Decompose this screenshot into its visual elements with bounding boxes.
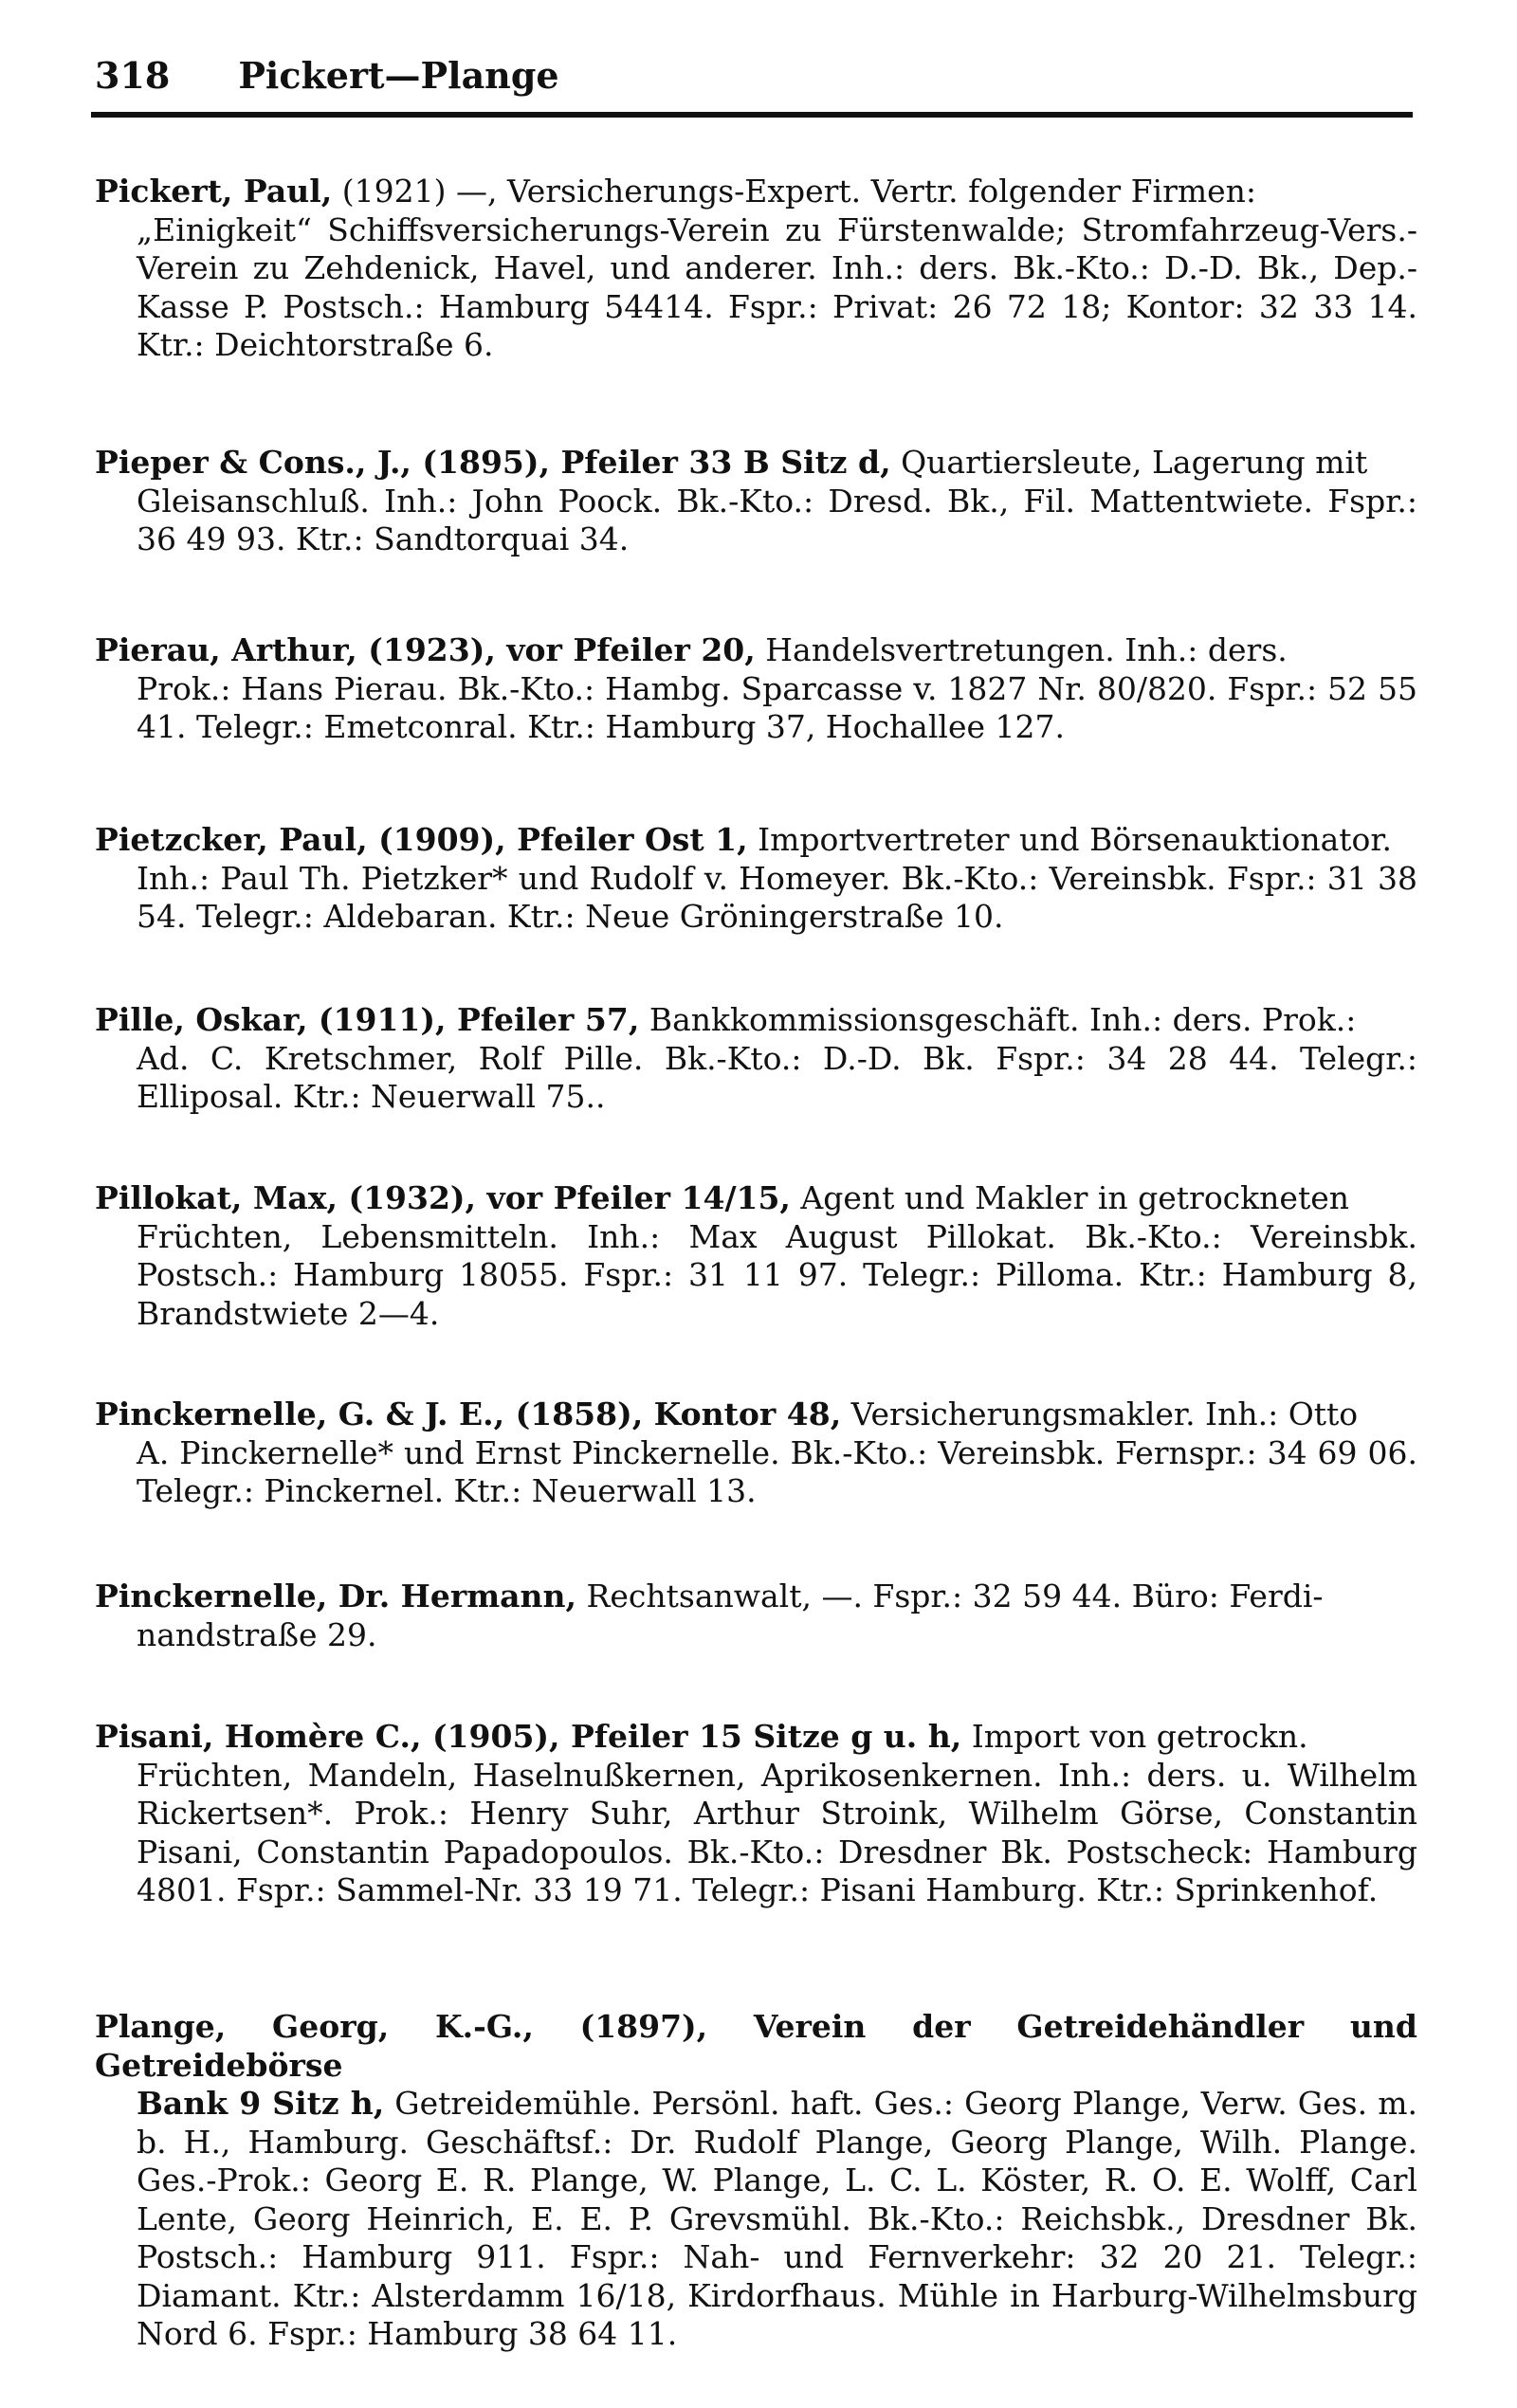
directory-entry bbox=[95, 173, 1417, 365]
entry-continuation: Ad. C. Kretschmer, Rolf Pille. Bk.-Kto.: D.-D. Bk. Fspr.: 34 28 44. Telegr.: Elliposal. Ktr.: Neuerwall 75.. bbox=[137, 1039, 1417, 1115]
entry-first-line bbox=[95, 2008, 1417, 2085]
entry-first-line-text: Import von getrockn. bbox=[961, 1718, 1308, 1755]
entry-continuation: Inh.: Paul Th. Pietzker* und Rudolf v. Homeyer. Bk.-Kto.: Vereinsbk. Fspr.: 31 38 54. Telegr.: Aldebaran. Ktr.: Neue Gröningerstraße 10. bbox=[137, 859, 1417, 935]
directory-entry bbox=[95, 1718, 1417, 1910]
entry-first-line-text: Handelsvertretungen. Inh.: ders. bbox=[755, 631, 1288, 668]
entry-first-line bbox=[95, 1179, 1417, 1218]
entry-name: Pieper & Cons., J., (1895), Pfeiler 33 B Sitz d, bbox=[95, 444, 891, 481]
directory-entry bbox=[95, 444, 1417, 559]
entry-name: Plange, Georg, K.-G., (1897), Verein der Getreidehändler und Getreidebörse bbox=[95, 2008, 1417, 2084]
entry-continuation: A. Pinckernelle* und Ernst Pinckernelle. Bk.-Kto.: Vereinsbk. Fernspr.: 34 69 06. Telegr.: Pinckernel. Ktr.: Neuerwall 13. bbox=[137, 1433, 1417, 1509]
entry-first-line-text: Rechtsanwalt, —. Fspr.: 32 59 44. Büro: Ferdi- bbox=[576, 1578, 1324, 1614]
entry-continuation: Früchten, Lebensmitteln. Inh.: Max August Pillokat. Bk.-Kto.: Vereinsbk. Postsch.: Hamburg 18055. Fspr.: 31 11 97. Telegr.: Pilloma. Ktr.: Hamburg 8, Brandstwiete 2—4. bbox=[137, 1217, 1417, 1332]
page-number: 318 bbox=[95, 54, 171, 97]
entry-name: Pickert, Paul, bbox=[95, 173, 333, 210]
entry-name: Pierau, Arthur, (1923), vor Pfeiler 20, bbox=[95, 631, 756, 668]
entry-continuation bbox=[95, 2085, 1417, 2354]
entry-name: Pietzcker, Paul, (1909), Pfeiler Ost 1, bbox=[95, 821, 748, 858]
header-rule bbox=[91, 112, 1413, 118]
running-title: Pickert—Plange bbox=[238, 54, 559, 97]
entry-first-line bbox=[95, 821, 1417, 860]
entry-name: Pinckernelle, G. & J. E., (1858), Kontor 48, bbox=[95, 1396, 842, 1432]
entry-name: Pinckernelle, Dr. Hermann, bbox=[95, 1578, 577, 1614]
entry-first-line bbox=[95, 1578, 1417, 1616]
entry-continuation: „Einigkeit“ Schiffsversicherungs-Verein zu Fürstenwalde; Stromfahrzeug-Vers.-Verein zu Zehdenick, Havel, und anderer. Inh.: ders. Bk.-Kto.: D.-D. Bk., Dep.-Kasse P. Postsch.: Hamburg 54414. Fspr.: Privat: 26 72 18; Kontor: 32 33 14. Ktr.: Deichtorstraße 6. bbox=[137, 210, 1417, 363]
entry-continuation: Prok.: Hans Pierau. Bk.-Kto.: Hambg. Sparcasse v. 1827 Nr. 80/820. Fspr.: 52 55 41. Telegr.: Emetconral. Ktr.: Hamburg 37, Hochallee 127. bbox=[137, 669, 1417, 745]
running-head bbox=[95, 55, 559, 97]
entry-first-line-text: Quartiersleute, Lagerung mit bbox=[890, 444, 1368, 481]
entry-first-line bbox=[95, 444, 1417, 483]
entry-first-line bbox=[95, 631, 1417, 670]
entry-first-line-text: (1921) —, Versicherungs-Expert. Vertr. folgender Firmen: bbox=[332, 173, 1257, 210]
directory-entry bbox=[95, 1179, 1417, 1333]
entry-continuation: nandstraße 29. bbox=[137, 1615, 377, 1653]
entry-first-line-text: Importvertreter und Börsenauktionator. bbox=[747, 821, 1393, 858]
entry-first-line bbox=[95, 173, 1417, 211]
entry-address: Bank 9 Sitz h, bbox=[137, 2085, 385, 2122]
entry-name: Pille, Oskar, (1911), Pfeiler 57, bbox=[95, 1001, 640, 1038]
directory-entry bbox=[95, 2008, 1417, 2354]
entry-first-line bbox=[95, 1718, 1417, 1757]
entry-continuation: Gleisanschluß. Inh.: John Poock. Bk.-Kto.: Dresd. Bk., Fil. Mattentwiete. Fspr.: 36 49 93. Ktr.: Sandtorquai 34. bbox=[137, 482, 1417, 557]
directory-entry bbox=[95, 821, 1417, 937]
entry-first-line bbox=[95, 1396, 1417, 1434]
entry-name: Pisani, Homère C., (1905), Pfeiler 15 Sitze g u. h, bbox=[95, 1718, 962, 1755]
entry-first-line-text: Versicherungsmakler. Inh.: Otto bbox=[841, 1396, 1359, 1432]
directory-entry bbox=[95, 631, 1417, 747]
entry-first-line bbox=[95, 1001, 1417, 1040]
directory-entry bbox=[95, 1396, 1417, 1511]
entry-first-line-text: Agent und Makler in getrockneten bbox=[790, 1179, 1349, 1216]
entry-name: Pillokat, Max, (1932), vor Pfeiler 14/15, bbox=[95, 1179, 791, 1216]
directory-entry bbox=[95, 1001, 1417, 1117]
entry-first-line-text: Bankkommissionsgeschäft. Inh.: ders. Prok.: bbox=[639, 1001, 1357, 1038]
entry-continuation-text: Getreidemühle. Persönl. haft. Ges.: Georg Plange, Verw. Ges. m. b. H., Hamburg. Geschäftsf.: Dr. Rudolf Plange, Georg Plange, Wilh. Plange. Ges.-Prok.: Georg E. R. Plange, W. Plange, L. C. L. Köster, R. O. E. Wolff, Carl Lente, Georg Heinrich, E. E. P. Grevsmühl. Bk.-Kto.: Reichsbk., Dresdner Bk. Postsch.: Hamburg 911. Fspr.: Nah- und Fernverkehr: 32 20 21. Telegr.: Diamant. Ktr.: Alsterdamm 16/18, Kirdorfhaus. Mühle in Harburg-Wilhelmsburg Nord 6. Fspr.: Hamburg 38 64 11. bbox=[137, 2085, 1417, 2352]
entry-continuation: Früchten, Mandeln, Haselnußkernen, Aprikosenkernen. Inh.: ders. u. Wilhelm Rickertsen*. Prok.: Henry Suhr, Arthur Stroink, Wilhelm Görse, Constantin Pisani, Constantin Papadopoulos. Bk.-Kto.: Dresdner Bk. Postscheck: Hamburg 4801. Fspr.: Sammel-Nr. 33 19 71. Telegr.: Pisani Hamburg. Ktr.: Sprinkenhof. bbox=[137, 1756, 1417, 1908]
directory-entry bbox=[95, 1578, 1417, 1654]
